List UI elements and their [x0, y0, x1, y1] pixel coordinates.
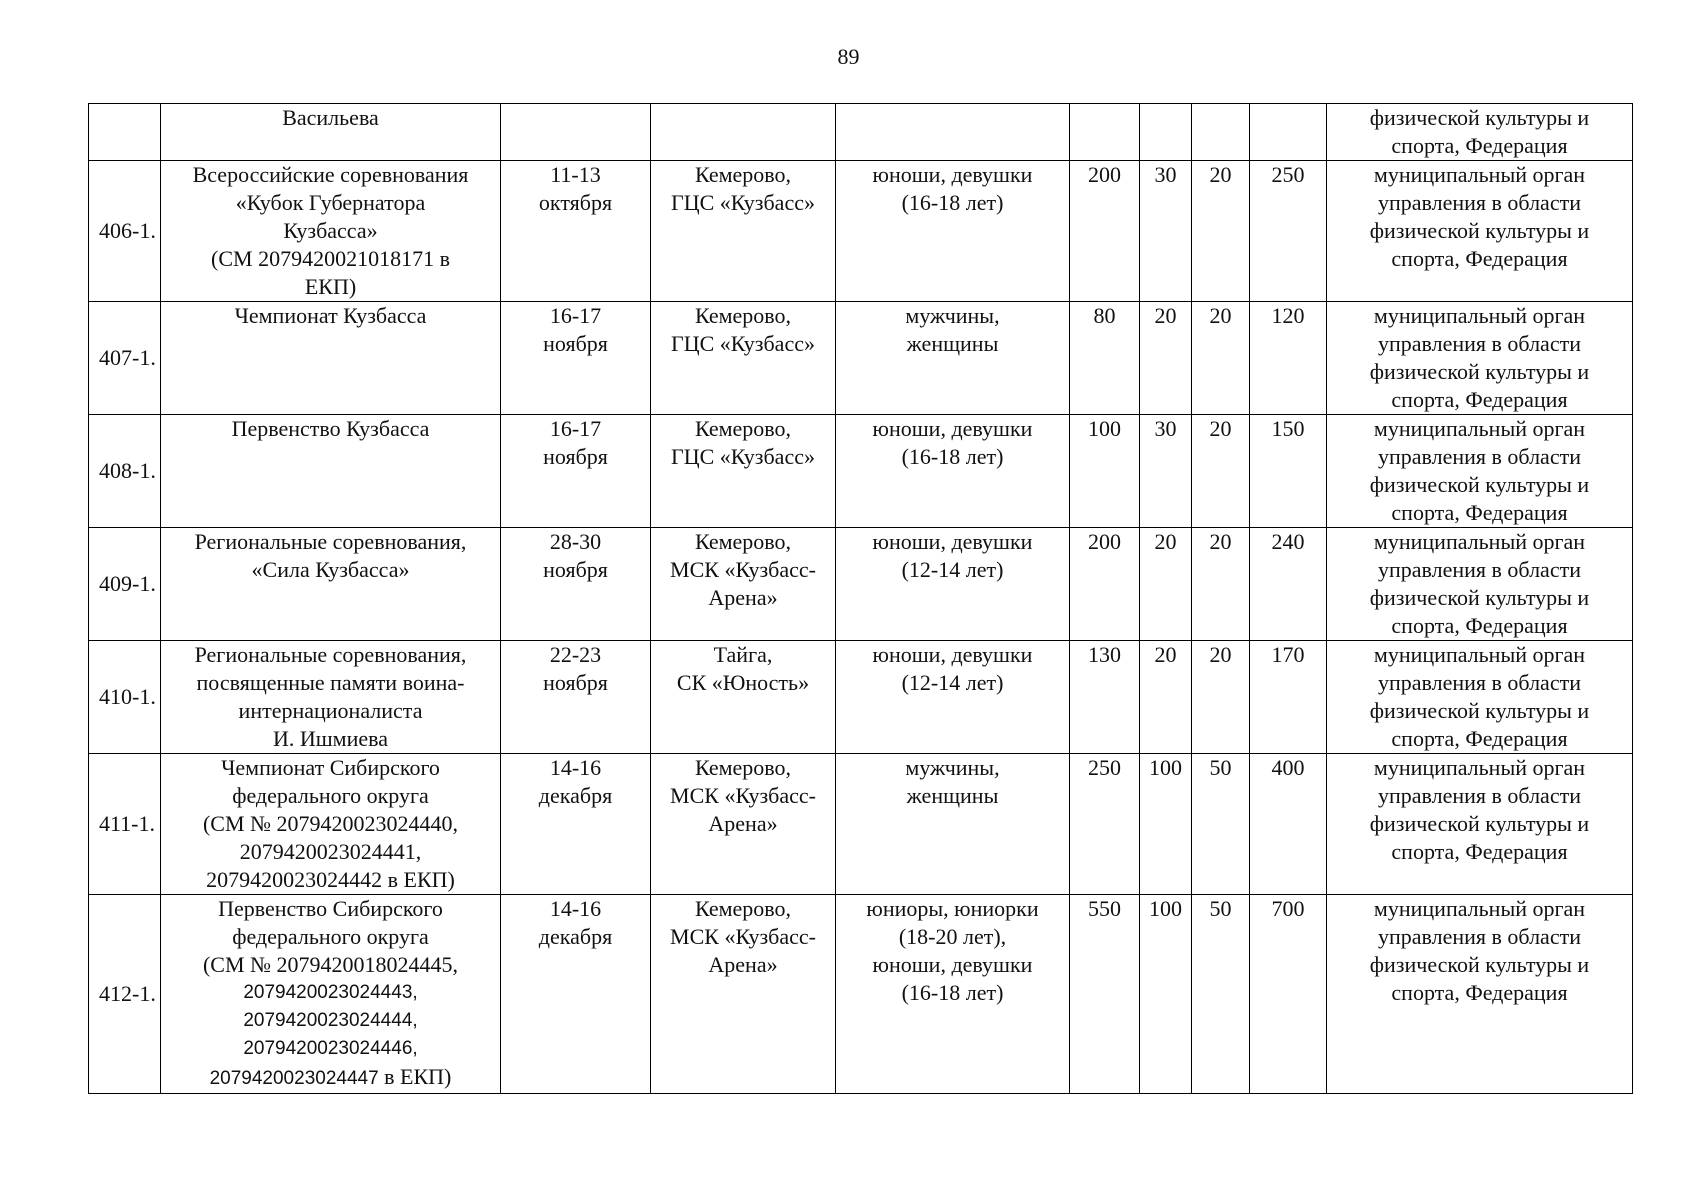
cell-line: управления в области	[1378, 444, 1581, 469]
cell-line: Кемерово,	[694, 896, 792, 921]
cell-line: Чемпионат Кузбасса	[234, 303, 427, 328]
venue-cell	[651, 641, 836, 754]
participants-cell	[836, 161, 1070, 302]
count-cell-c3: 20	[1192, 161, 1250, 302]
cell-line: 14-16	[549, 755, 602, 780]
cell-line: физической культуры и	[1369, 698, 1590, 723]
cell-line: управления в области	[1378, 783, 1581, 808]
count-cell-c1: 80	[1070, 302, 1140, 415]
cell-line: физической культуры и	[1369, 472, 1590, 497]
organizer-cell	[1327, 104, 1633, 161]
count-cell-c4: 250	[1250, 161, 1327, 302]
table-row	[89, 528, 1633, 641]
cell-line: Кемерово,	[694, 416, 792, 441]
count-cell-c1: 550	[1070, 895, 1140, 1094]
cell-line: федерального округа	[232, 924, 429, 949]
cell-line: (СМ 2079420021018171 в	[211, 246, 450, 271]
cell-line: спорта, Федерация	[1391, 613, 1568, 638]
organizer-cell	[1327, 528, 1633, 641]
cell-line: ЕКП)	[304, 274, 357, 299]
cell-line: Тайга,	[713, 642, 773, 667]
cell-line: (СМ № 2079420018024445,	[202, 952, 459, 977]
cell-line: «Сила Кузбасса»	[251, 557, 410, 582]
venue-cell	[651, 104, 836, 161]
cell-line: мужчины,	[905, 303, 1000, 328]
cell-line: (12-14 лет)	[901, 670, 1004, 695]
venue-cell	[651, 895, 836, 1094]
count-cell-c3: 50	[1192, 895, 1250, 1094]
cell-line: «Кубок Губернатора	[235, 190, 426, 215]
count-cell-c2: 30	[1140, 415, 1192, 528]
count-cell-c4: 170	[1250, 641, 1327, 754]
dates-cell	[501, 415, 651, 528]
cell-line: ГЦС «Кузбасс»	[671, 190, 815, 215]
event-name-cell	[161, 641, 501, 754]
organizer-cell	[1327, 895, 1633, 1094]
count-cell-c2: 100	[1140, 754, 1192, 895]
table-row	[89, 895, 1633, 1094]
organizer-cell	[1327, 302, 1633, 415]
cell-line: (18-20 лет),	[898, 924, 1007, 949]
cell-line: 2079420023024441,	[239, 839, 422, 864]
venue-cell	[651, 161, 836, 302]
dates-cell	[501, 528, 651, 641]
cell-line: Первенство Кузбасса	[231, 416, 430, 441]
cell-line: 22-23	[549, 642, 602, 667]
participants-cell	[836, 415, 1070, 528]
row-number-cell: 408-1.	[89, 415, 161, 528]
cell-line: Кузбасса»	[283, 218, 378, 243]
count-cell-c4: 120	[1250, 302, 1327, 415]
venue-cell	[651, 415, 836, 528]
cell-line: муниципальный орган	[1373, 303, 1586, 328]
cell-line: ноября	[543, 331, 608, 356]
participants-cell	[836, 895, 1070, 1094]
cell-line: спорта, Федерация	[1391, 387, 1568, 412]
cell-line: МСК «Кузбасс-	[670, 783, 816, 808]
registry-number: 2079420023024447	[209, 1068, 379, 1089]
participants-cell	[836, 528, 1070, 641]
cell-line: спорта, Федерация	[1391, 500, 1568, 525]
cell-line: юноши, девушки	[872, 952, 1033, 977]
cell-line: ноября	[543, 670, 608, 695]
cell-line: 28-30	[549, 529, 602, 554]
cell-line: физической культуры и	[1369, 105, 1590, 130]
cell-line: физической культуры и	[1369, 218, 1590, 243]
event-name-cell	[161, 895, 501, 1094]
count-cell-c4	[1250, 104, 1327, 161]
count-cell-c3: 20	[1192, 415, 1250, 528]
event-name-cell	[161, 104, 501, 161]
cell-line: Кемерово,	[694, 303, 792, 328]
cell-line: физической культуры и	[1369, 585, 1590, 610]
cell-line: 2079420023024443,	[243, 982, 418, 1003]
cell-line: 2079420023024444,	[243, 1010, 418, 1031]
cell-line: И. Ишмиева	[272, 726, 389, 751]
participants-cell	[836, 302, 1070, 415]
cell-line: декабря	[538, 783, 613, 808]
venue-cell	[651, 528, 836, 641]
cell-line: посвященные памяти воина-	[196, 670, 465, 695]
cell-line: (16-18 лет)	[901, 444, 1004, 469]
cell-line: спорта, Федерация	[1391, 980, 1568, 1005]
cell-line: 14-16	[549, 896, 602, 921]
cell-line: управления в области	[1378, 557, 1581, 582]
cell-line: Васильева	[282, 105, 379, 130]
count-cell-c2	[1140, 104, 1192, 161]
table-row	[89, 161, 1633, 302]
count-cell-c2: 20	[1140, 641, 1192, 754]
cell-line: спорта, Федерация	[1391, 246, 1568, 271]
cell-line: федерального округа	[232, 783, 429, 808]
count-cell-c3: 20	[1192, 641, 1250, 754]
cell-line: мужчины,	[905, 755, 1000, 780]
event-name-cell	[161, 161, 501, 302]
page-number: 89	[837, 44, 860, 69]
count-cell-c3: 20	[1192, 302, 1250, 415]
cell-line: (12-14 лет)	[901, 557, 1004, 582]
organizer-cell	[1327, 641, 1633, 754]
cell-line: Арена»	[708, 811, 778, 836]
cell-line: управления в области	[1378, 331, 1581, 356]
cell-line: МСК «Кузбасс-	[670, 557, 816, 582]
count-cell-c3	[1192, 104, 1250, 161]
cell-line: (СМ № 2079420023024440,	[202, 811, 459, 836]
event-name-cell	[161, 754, 501, 895]
organizer-cell	[1327, 161, 1633, 302]
organizer-cell	[1327, 754, 1633, 895]
count-cell-c2: 20	[1140, 528, 1192, 641]
count-cell-c4: 240	[1250, 528, 1327, 641]
count-cell-c1: 200	[1070, 161, 1140, 302]
table-row	[89, 302, 1633, 415]
dates-cell	[501, 104, 651, 161]
count-cell-c1: 200	[1070, 528, 1140, 641]
cell-line: управления в области	[1378, 190, 1581, 215]
count-cell-c2: 20	[1140, 302, 1192, 415]
dates-cell	[501, 895, 651, 1094]
cell-line: юноши, девушки	[872, 529, 1033, 554]
dates-cell	[501, 641, 651, 754]
cell-line: физической культуры и	[1369, 952, 1590, 977]
cell-line: юноши, девушки	[872, 416, 1033, 441]
venue-cell	[651, 302, 836, 415]
cell-line: Кемерово,	[694, 755, 792, 780]
venue-cell	[651, 754, 836, 895]
cell-line: 16-17	[549, 416, 602, 441]
cell-line: женщины	[906, 783, 999, 808]
cell-line: юноши, девушки	[872, 642, 1033, 667]
count-cell-c4: 400	[1250, 754, 1327, 895]
event-name-cell	[161, 415, 501, 528]
count-cell-c2: 100	[1140, 895, 1192, 1094]
cell-line	[163, 1063, 498, 1093]
count-cell-c4: 150	[1250, 415, 1327, 528]
row-number-cell: 412-1.	[89, 895, 161, 1094]
count-cell-c1	[1070, 104, 1140, 161]
participants-cell	[836, 104, 1070, 161]
count-cell-c4: 700	[1250, 895, 1327, 1094]
dates-cell	[501, 754, 651, 895]
cell-line: Региональные соревнования,	[194, 529, 467, 554]
cell-line: спорта, Федерация	[1391, 133, 1568, 158]
row-number-cell: 407-1.	[89, 302, 161, 415]
row-number-cell: 410-1.	[89, 641, 161, 754]
cell-line: 2079420023024442 в ЕКП)	[206, 867, 455, 892]
participants-cell	[836, 754, 1070, 895]
cell-line: Кемерово,	[694, 529, 792, 554]
cell-line: 16-17	[549, 303, 602, 328]
cell-line: юниоры, юниорки	[866, 896, 1039, 921]
cell-line: спорта, Федерация	[1391, 726, 1568, 751]
row-number-cell	[89, 104, 161, 161]
count-cell-c2: 30	[1140, 161, 1192, 302]
cell-line: муниципальный орган	[1373, 529, 1586, 554]
cell-line: муниципальный орган	[1373, 162, 1586, 187]
cell-line: 2079420023024446,	[243, 1038, 418, 1059]
cell-line: Региональные соревнования,	[194, 642, 467, 667]
cell-line: физической культуры и	[1369, 359, 1590, 384]
count-cell-c1: 250	[1070, 754, 1140, 895]
participants-cell	[836, 641, 1070, 754]
cell-line: спорта, Федерация	[1391, 839, 1568, 864]
cell-line: СК «Юность»	[676, 670, 810, 695]
cell-line: октября	[538, 190, 613, 215]
count-cell-c3: 20	[1192, 528, 1250, 641]
registry-tail: в ЕКП)	[378, 1064, 452, 1089]
dates-cell	[501, 302, 651, 415]
cell-line: ГЦС «Кузбасс»	[671, 331, 815, 356]
cell-line: управления в области	[1378, 670, 1581, 695]
table-row	[89, 641, 1633, 754]
cell-line: муниципальный орган	[1373, 755, 1586, 780]
row-number-cell: 406-1.	[89, 161, 161, 302]
cell-line: Чемпионат Сибирского	[221, 755, 440, 780]
cell-line: муниципальный орган	[1373, 416, 1586, 441]
table-row	[89, 415, 1633, 528]
count-cell-c1: 130	[1070, 641, 1140, 754]
cell-line: ноября	[543, 444, 608, 469]
cell-line: юноши, девушки	[872, 162, 1033, 187]
cell-line: МСК «Кузбасс-	[670, 924, 816, 949]
cell-line: ноября	[543, 557, 608, 582]
cell-line: Первенство Сибирского	[218, 896, 443, 921]
cell-line: женщины	[906, 331, 999, 356]
event-name-cell	[161, 302, 501, 415]
count-cell-c1: 100	[1070, 415, 1140, 528]
cell-line: муниципальный орган	[1373, 642, 1586, 667]
cell-line: управления в области	[1378, 924, 1581, 949]
cell-line: интернационалиста	[238, 698, 423, 723]
cell-line: ГЦС «Кузбасс»	[671, 444, 815, 469]
cell-line: муниципальный орган	[1373, 896, 1586, 921]
organizer-cell	[1327, 415, 1633, 528]
dates-cell	[501, 161, 651, 302]
cell-line: Всероссийские соревнования	[192, 162, 469, 187]
cell-line: (16-18 лет)	[901, 190, 1004, 215]
cell-line: Арена»	[708, 585, 778, 610]
row-number-cell: 409-1.	[89, 528, 161, 641]
cell-line: физической культуры и	[1369, 811, 1590, 836]
event-name-cell	[161, 528, 501, 641]
cell-line: Арена»	[708, 952, 778, 977]
table-row	[89, 754, 1633, 895]
count-cell-c3: 50	[1192, 754, 1250, 895]
row-number-cell: 411-1.	[89, 754, 161, 895]
cell-line: 11-13	[550, 162, 601, 187]
table-row	[89, 104, 1633, 161]
cell-line: (16-18 лет)	[901, 980, 1004, 1005]
cell-line: декабря	[538, 924, 613, 949]
cell-line: Кемерово,	[694, 162, 792, 187]
events-table	[88, 103, 1633, 1094]
